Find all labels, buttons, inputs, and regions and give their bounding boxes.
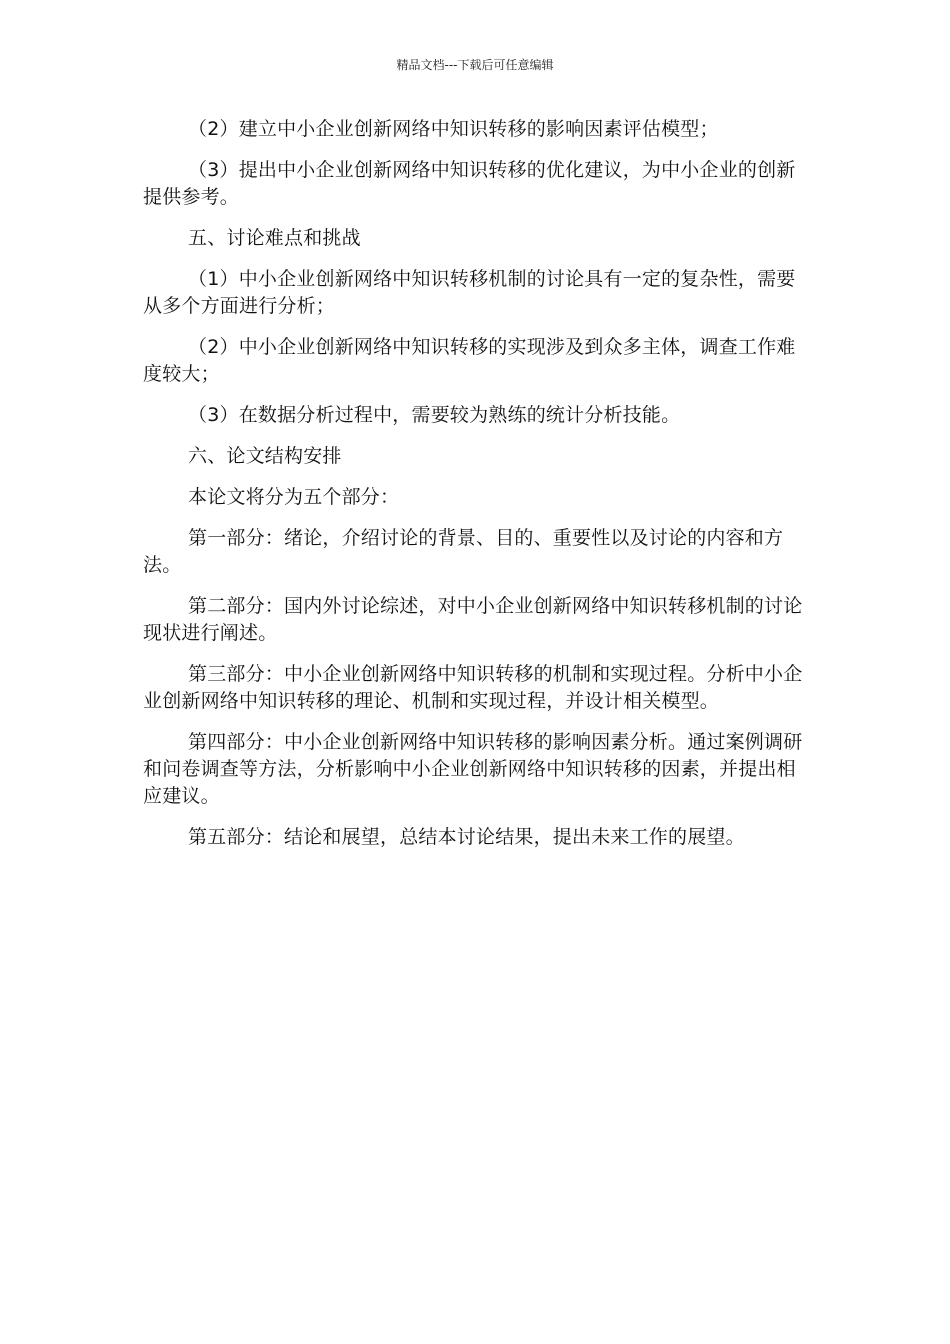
document-body <box>143 116 807 865</box>
structure-part-4: 第四部分：中小企业创新网络中知识转移的影响因素分析。通过案例调研和问卷调查等方法，分析影响中小企业创新网络中知识转移的因素，并提出相应建议。 <box>143 731 803 807</box>
objective-item-3: （3）提出中小企业创新网络中知识转移的优化建议，为中小企业的创新提供参考。 <box>143 159 796 208</box>
structure-part-1: 第一部分：绪论，介绍讨论的背景、目的、重要性以及讨论的内容和方法。 <box>143 527 784 576</box>
difficulty-item-2: （2）中小企业创新网络中知识转移的实现涉及到众多主体，调查工作难度较大； <box>143 336 796 385</box>
structure-part-3: 第三部分：中小企业创新网络中知识转移的机制和实现过程。分析中小企业创新网络中知识转移的理论、机制和实现过程，并设计相关模型。 <box>143 663 803 712</box>
structure-part-5: 第五部分：结论和展望，总结本讨论结果，提出未来工作的展望。 <box>188 826 745 848</box>
difficulty-item-1: （1）中小企业创新网络中知识转移机制的讨论具有一定的复杂性，需要从多个方面进行分析； <box>143 268 796 317</box>
objective-item-2: （2）建立中小企业创新网络中知识转移的影响因素评估模型； <box>188 118 719 140</box>
structure-part-2: 第二部分：国内外讨论综述，对中小企业创新网络中知识转移机制的讨论现状进行阐述。 <box>143 595 803 644</box>
section-heading-structure: 六、论文结构安排 <box>188 445 342 467</box>
section-heading-difficulties: 五、讨论难点和挑战 <box>188 227 361 249</box>
difficulty-item-3: （3）在数据分析过程中，需要较为熟练的统计分析技能。 <box>188 404 681 426</box>
page-header: 精品文档---下载后可任意编辑 <box>396 58 554 72</box>
structure-intro: 本论文将分为五个部分： <box>188 486 400 508</box>
